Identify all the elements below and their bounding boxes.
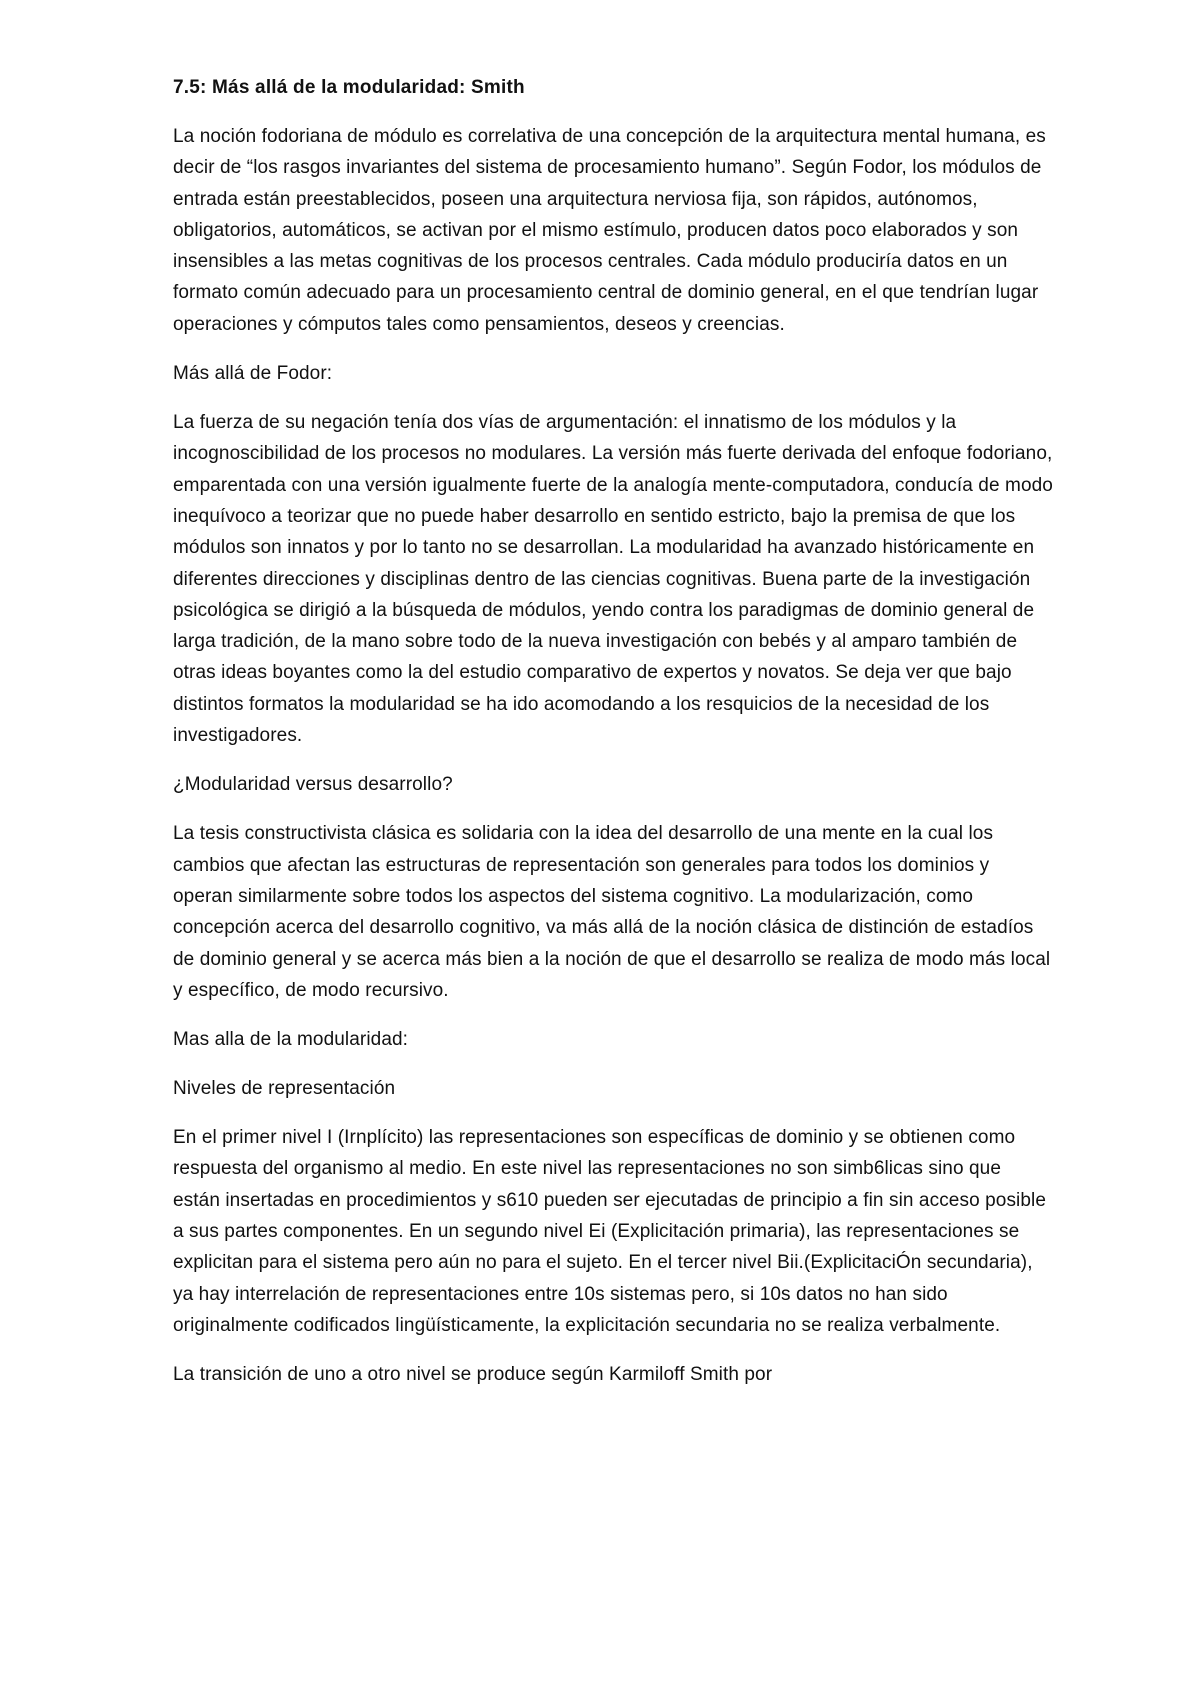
subheading-beyond-modularity: Mas alla de la modularidad: bbox=[173, 1029, 409, 1051]
paragraph-fodor-module: La noción fodoriana de módulo es correlativa de una concepción de la arquitectura mental humana, es decir de “los rasgos invariantes del sistema de procesamiento humano”. Según Fodor, los módulos de entrada están preestablecidos, poseen una arquitectura nerviosa fija, son rápidos, autónomos, obligatorios, automáticos, se activan por el mismo estímulo, producen datos poco elaborados y son insensibles a las metas cognitivas de los procesos centrales. Cada módulo produciría datos en un formato común adecuado para un procesamiento central de dominio general, en el que tendrían lugar operaciones y cómputos tales como pensamientos, deseos y creencias. bbox=[173, 126, 1046, 335]
paragraph-constructivist-thesis: La tesis constructivista clásica es solidaria con la idea del desarrollo de una mente en la cual los cambios que afectan las estructuras de representación son generales para todos los dominios y operan similarmente sobre todos los aspectos del sistema cognitivo. La modularización, como concepción acerca del desarrollo cognitivo, va más allá de la noción clásica de distinción de estadíos de dominio general y se acerca más bien a la noción de que el desarrollo se realiza de modo más local y específico, de modo recursivo. bbox=[173, 823, 1051, 1001]
subheading-representation-levels: Niveles de representación bbox=[173, 1078, 396, 1100]
paragraph-negation-arguments: La fuerza de su negación tenía dos vías de argumentación: el innatismo de los módulos y la incognoscibilidad de los procesos no modulares. La versión más fuerte derivada del enfoque fodoriano, emparentada con una versión igualmente fuerte de la analogía mente-computadora, conducía de modo inequívoco a teorizar que no puede haber desarrollo en sentido estricto, bajo la premisa de que los módulos son innatos y por lo tanto no se desarrollan. La modularidad ha avanzado históricamente en diferentes direcciones y disciplinas dentro de las ciencias cognitivas. Buena parte de la investigación psicológica se dirigió a la búsqueda de módulos, yendo contra los paradigmas de dominio general de larga tradición, de la mano sobre todo de la nueva investigación con bebés y al amparo también de otras ideas boyantes como la del estudio comparativo de expertos y novatos. Se deja ver que bajo distintos formatos la modularidad se ha ido acomodando a los resquicios de la necesidad de los investigadores. bbox=[173, 412, 1053, 747]
subheading-beyond-fodor: Más allá de Fodor: bbox=[173, 363, 333, 385]
paragraph-representation-levels: En el primer nivel I (Irnplícito) las representaciones son específicas de dominio y se obtienen como respuesta del organismo al medio. En este nivel las representaciones no son simb6licas sino que están insertadas en procedimientos y s610 pueden ser ejecutadas de principio a fin sin acceso posible a sus partes componentes. En un segundo nivel Ei (Explicitación primaria), las representaciones se explicitan para el sistema pero aún no para el sujeto. En el tercer nivel Bii.(ExplicitaciÓn secundaria), ya hay interrelación de representaciones entre 10s sistemas pero, si 10s datos no han sido originalmente codificados lingüísticamente, la explicitación secundaria no se realiza verbalmente. bbox=[173, 1127, 1047, 1336]
document-body bbox=[173, 72, 1053, 1409]
subheading-modularity-vs-development: ¿Modularidad versus desarrollo? bbox=[173, 774, 453, 796]
section-title: 7.5: Más allá de la modularidad: Smith bbox=[173, 77, 525, 98]
paragraph-level-transition: La transición de uno a otro nivel se produce según Karmiloff Smith por bbox=[173, 1364, 773, 1386]
